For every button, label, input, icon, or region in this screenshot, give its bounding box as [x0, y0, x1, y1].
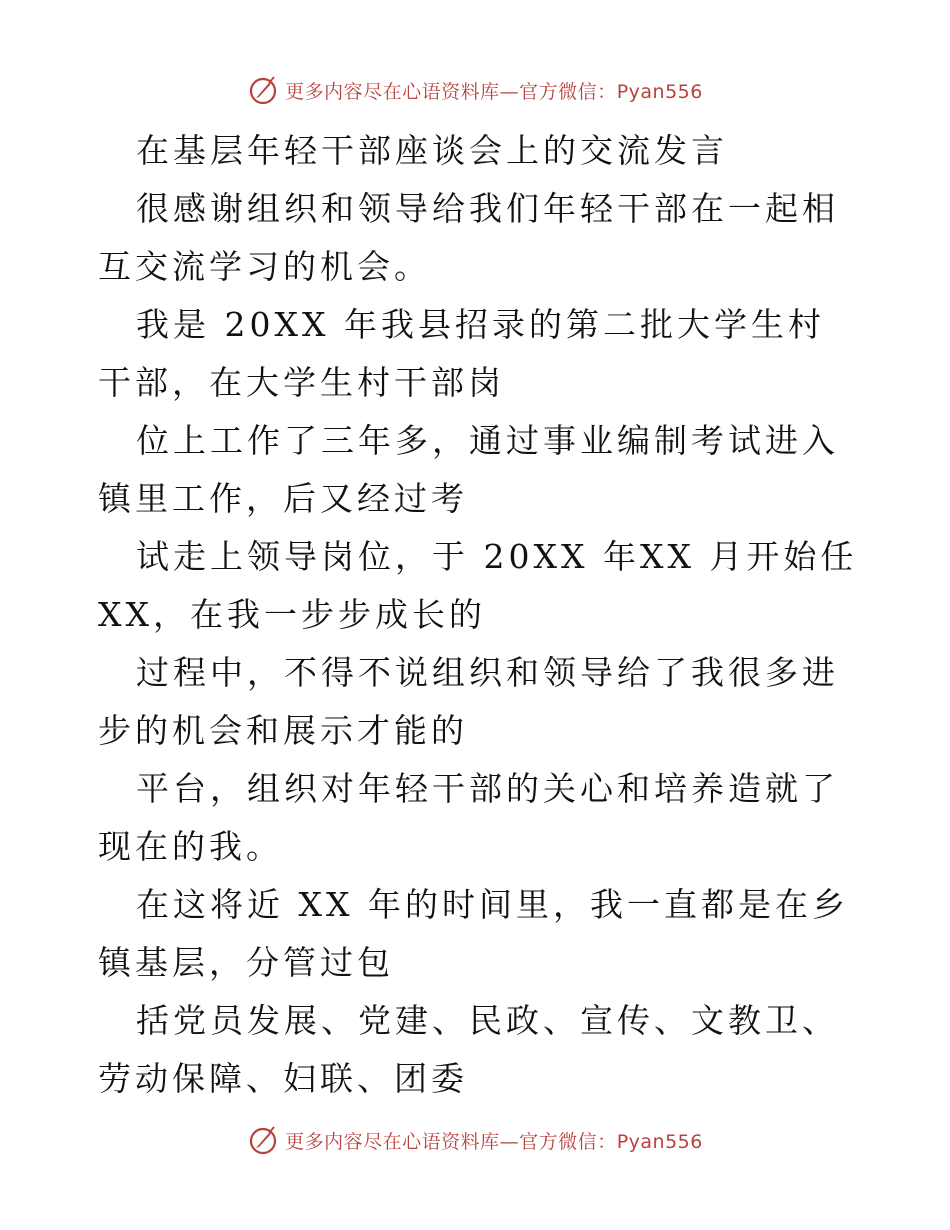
paragraph: 我是 20XX 年我县招录的第二批大学生村干部，在大学生村干部岗 — [98, 305, 825, 402]
quill-logo-icon — [247, 1124, 279, 1156]
banner-official-label: 官方微信： — [519, 1130, 617, 1153]
paragraph: 试走上领导岗位，于 20XX 年XX 月开始任 XX，在我一步步成长的 — [98, 537, 858, 634]
banner-wechat-id: Pyan556 — [616, 1130, 703, 1153]
paragraph: 括党员发展、党建、民政、宣传、文教卫、劳动保障、妇联、团委 — [98, 1001, 839, 1098]
paragraph: 在这将近 XX 年的时间里，我一直都是在乡镇基层，分管过包 — [98, 885, 849, 982]
banner-main-text: 更多内容尽在心语资料库 — [285, 80, 500, 103]
paragraph: 很感谢组织和领导给我们年轻干部在一起相互交流学习的机会。 — [98, 189, 839, 286]
paragraph: 过程中，不得不说组织和领导给了我很多进步的机会和展示才能的 — [98, 653, 839, 750]
quill-logo-icon — [247, 74, 279, 106]
banner-separator: — — [499, 80, 520, 103]
banner-main-text: 更多内容尽在心语资料库 — [285, 1130, 500, 1153]
paragraph: 位上工作了三年多，通过事业编制考试进入镇里工作，后又经过考 — [98, 421, 839, 518]
banner-separator: — — [499, 1130, 520, 1153]
banner-official-label: 官方微信： — [519, 80, 617, 103]
banner-text — [285, 1127, 703, 1154]
banner-text — [285, 77, 703, 104]
banner-wechat-id: Pyan556 — [616, 80, 703, 103]
paragraph: 平台，组织对年轻干部的关心和培养造就了现在的我。 — [98, 769, 839, 866]
document-body — [98, 122, 858, 1108]
footer-watermark-banner — [0, 1120, 950, 1160]
header-watermark-banner — [0, 70, 950, 110]
document-title: 在基层年轻干部座谈会上的交流发言 — [136, 131, 728, 170]
